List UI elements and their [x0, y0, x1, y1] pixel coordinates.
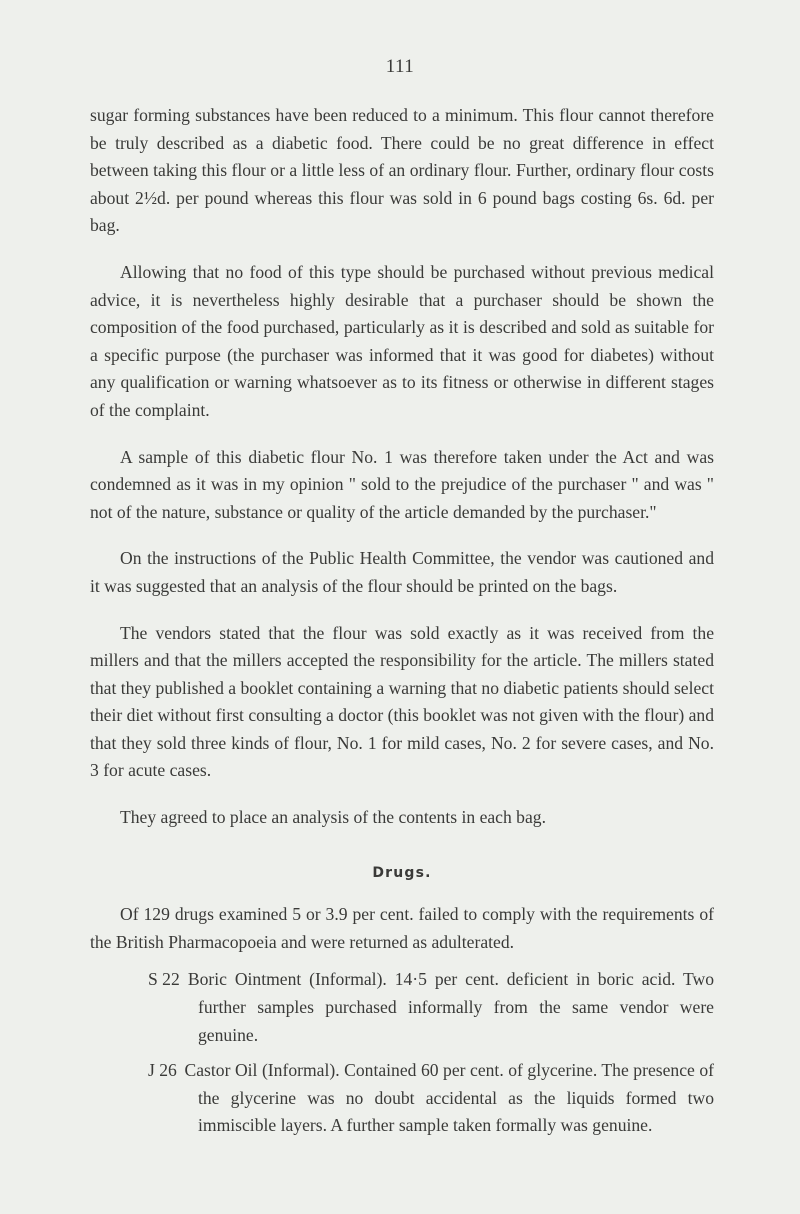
paragraph: The vendors stated that the flour was sold exactly as it was received from the millers and that the millers accepted the responsibility for the article. The millers stated that they published a booklet containing a warning that no diabetic patients should select their diet without first consulting a doctor (this booklet was not given with the flour) and that they sold three kinds of flour, No. 1 for mild cases, No. 2 for severe cases, and No. 3 for acute cases. — [90, 622, 714, 781]
paragraph: They agreed to place an analysis of the contents in each bag. — [120, 807, 546, 828]
drug-entry — [148, 966, 714, 1049]
paragraph: Allowing that no food of this type should be purchased without previous medical advice, it is nevertheless highly desirable that a purchaser should be shown the composition of the food purchased, particularly as it is described and sold as suitable for a specific purpose (the purchaser was informed that it was good for diabetes) without any qualification or warning whatsoever as to its fitness or otherwise in different stages of the complaint. — [90, 261, 714, 420]
drug-entries-list — [90, 966, 714, 1140]
drug-entry-text: Boric Ointment (Informal). 14·5 per cent. deficient in boric acid. Two further samples purchased informally from the same vendor were genuine. — [187, 969, 714, 1045]
paragraph: On the instructions of the Public Health Committee, the vendor was cautioned and it was suggested that an analysis of the flour should be printed on the bags. — [90, 548, 714, 596]
page-number: 111 — [385, 56, 415, 77]
drug-entry-code: J 26 — [148, 1060, 177, 1081]
drugs-intro-paragraph: Of 129 drugs examined 5 or 3.9 per cent. failed to comply with the requirements of the British Pharmacopoeia and were returned as adulterated. — [90, 904, 714, 952]
drug-entry-text: Castor Oil (Informal). Contained 60 per cent. of glycerine. The presence of the glycerine was no doubt accidental as the liquids formed two immiscible layers. A further sample taken formally was genuine. — [184, 1060, 714, 1136]
section-heading-drugs: Drugs. — [372, 864, 432, 881]
drug-entry — [148, 1057, 714, 1140]
drug-entry-code: S 22 — [148, 969, 180, 990]
paragraph: A sample of this diabetic flour No. 1 was therefore taken under the Act and was condemned as it was in my opinion " sold to the prejudice of the purchaser " and was " not of the nature, substance or quality of the article demanded by the purchaser." — [90, 446, 714, 522]
paragraph: sugar forming substances have been reduced to a minimum. This flour cannot therefore be truly described as a diabetic food. There could be no great difference in effect between taking this flour or a little less of an ordinary flour. Further, ordinary flour costs about 2½d. per pound whereas this flour was sold in 6 pound bags costing 6s. 6d. per bag. — [90, 105, 714, 236]
body-text — [90, 102, 714, 1148]
